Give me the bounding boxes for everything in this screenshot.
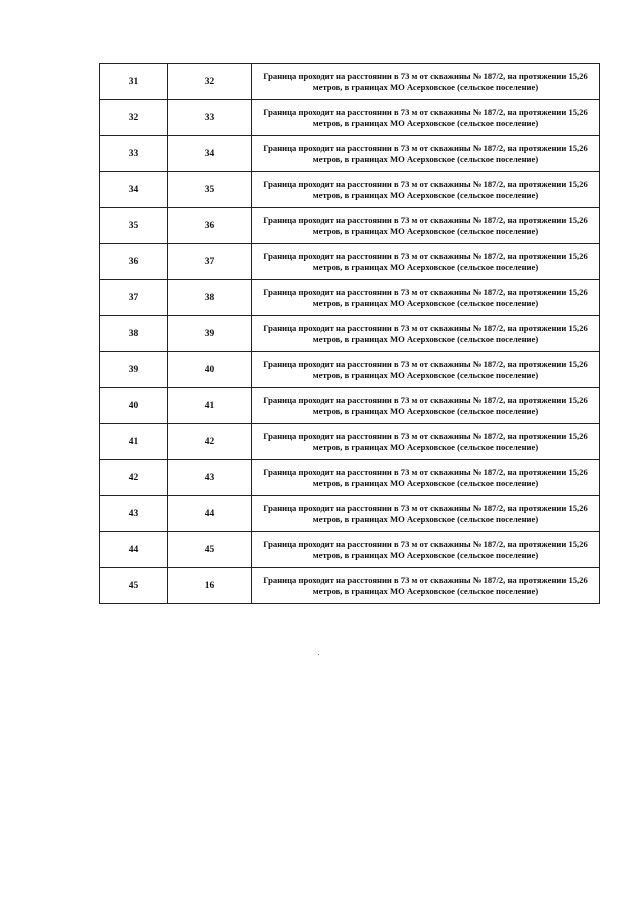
boundary-description-cell: Граница проходит на расстоянии в 73 м от скважины № 187/2, на протяжении 15,26 метров, в границах МО Асерховское (сельское поселение) [252, 352, 600, 388]
point-to-cell: 40 [168, 352, 252, 388]
table-row [100, 388, 600, 424]
point-to-cell: 32 [168, 64, 252, 100]
point-to-cell: 37 [168, 244, 252, 280]
table-row [100, 244, 600, 280]
point-to-cell: 38 [168, 280, 252, 316]
point-to-cell: 39 [168, 316, 252, 352]
point-from-cell: 33 [100, 136, 168, 172]
point-to-cell: 35 [168, 172, 252, 208]
stray-dot [318, 654, 319, 655]
point-to-cell: 44 [168, 496, 252, 532]
boundary-description-cell: Граница проходит на расстоянии в 73 м от скважины № 187/2, на протяжении 15,26 метров, в границах МО Асерховское (сельское поселение) [252, 280, 600, 316]
boundary-description-cell: Граница проходит на расстоянии в 73 м от скважины № 187/2, на протяжении 15,26 метров, в границах МО Асерховское (сельское поселение) [252, 244, 600, 280]
boundary-description-cell: Граница проходит на расстоянии в 73 м от скважины № 187/2, на протяжении 15,26 метров, в границах МО Асерховское (сельское поселение) [252, 100, 600, 136]
boundary-description-cell: Граница проходит на расстоянии в 73 м от скважины № 187/2, на протяжении 15,26 метров, в границах МО Асерховское (сельское поселение) [252, 208, 600, 244]
point-from-cell: 40 [100, 388, 168, 424]
point-from-cell: 39 [100, 352, 168, 388]
point-from-cell: 32 [100, 100, 168, 136]
boundary-description-cell: Граница проходит на расстоянии в 73 м от скважины № 187/2, на протяжении 15,26 метров, в границах МО Асерховское (сельское поселение) [252, 388, 600, 424]
boundary-description-cell: Граница проходит на расстоянии в 73 м от скважины № 187/2, на протяжении 15,26 метров, в границах МО Асерховское (сельское поселение) [252, 136, 600, 172]
boundary-description-cell: Граница проходит на расстоянии в 73 м от скважины № 187/2, на протяжении 15,26 метров, в границах МО Асерховское (сельское поселение) [252, 424, 600, 460]
table-row [100, 280, 600, 316]
point-to-cell: 45 [168, 532, 252, 568]
table-row [100, 424, 600, 460]
point-from-cell: 42 [100, 460, 168, 496]
boundary-description-cell: Граница проходит на расстоянии в 73 м от скважины № 187/2, на протяжении 15,26 метров, в границах МО Асерховское (сельское поселение) [252, 460, 600, 496]
table-row [100, 64, 600, 100]
boundary-description-cell: Граница проходит на расстоянии в 73 м от скважины № 187/2, на протяжении 15,26 метров, в границах МО Асерховское (сельское поселение) [252, 316, 600, 352]
point-to-cell: 36 [168, 208, 252, 244]
point-from-cell: 37 [100, 280, 168, 316]
table-row [100, 136, 600, 172]
point-from-cell: 43 [100, 496, 168, 532]
point-from-cell: 34 [100, 172, 168, 208]
table-row [100, 460, 600, 496]
point-from-cell: 35 [100, 208, 168, 244]
table-row [100, 100, 600, 136]
boundary-table [99, 63, 600, 604]
point-to-cell: 43 [168, 460, 252, 496]
boundary-description-cell: Граница проходит на расстоянии в 73 м от скважины № 187/2, на протяжении 15,26 метров, в границах МО Асерховское (сельское поселение) [252, 172, 600, 208]
point-from-cell: 45 [100, 568, 168, 604]
table-row [100, 208, 600, 244]
boundary-description-cell: Граница проходит на расстоянии в 73 м от скважины № 187/2, на протяжении 15,26 метров, в границах МО Асерховское (сельское поселение) [252, 64, 600, 100]
point-from-cell: 31 [100, 64, 168, 100]
table-row [100, 496, 600, 532]
table-row [100, 532, 600, 568]
point-to-cell: 42 [168, 424, 252, 460]
table-row [100, 352, 600, 388]
point-to-cell: 33 [168, 100, 252, 136]
table-row [100, 568, 600, 604]
point-from-cell: 44 [100, 532, 168, 568]
point-from-cell: 36 [100, 244, 168, 280]
point-to-cell: 34 [168, 136, 252, 172]
boundary-description-cell: Граница проходит на расстоянии в 73 м от скважины № 187/2, на протяжении 15,26 метров, в границах МО Асерховское (сельское поселение) [252, 568, 600, 604]
point-from-cell: 41 [100, 424, 168, 460]
point-to-cell: 41 [168, 388, 252, 424]
boundary-description-cell: Граница проходит на расстоянии в 73 м от скважины № 187/2, на протяжении 15,26 метров, в границах МО Асерховское (сельское поселение) [252, 496, 600, 532]
point-to-cell: 16 [168, 568, 252, 604]
boundary-table-body [100, 64, 600, 604]
table-row [100, 172, 600, 208]
table-row [100, 316, 600, 352]
point-from-cell: 38 [100, 316, 168, 352]
boundary-description-cell: Граница проходит на расстоянии в 73 м от скважины № 187/2, на протяжении 15,26 метров, в границах МО Асерховское (сельское поселение) [252, 532, 600, 568]
